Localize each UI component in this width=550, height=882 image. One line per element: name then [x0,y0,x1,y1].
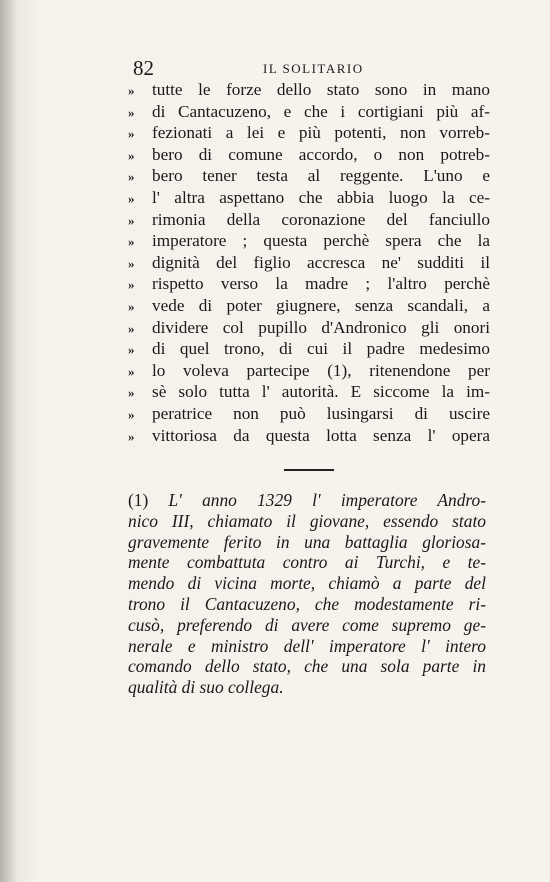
text-line [128,80,490,102]
quote-mark: » [128,277,135,293]
gutter-shadow [0,0,18,882]
quote-mark: » [128,212,135,228]
text-line [128,274,490,296]
text-line-content: rimonia della coronazione del fanciullo [152,209,490,229]
quote-mark: » [128,428,135,444]
footnote-line-text: L' anno 1329 l' imperatore Andro- [168,490,486,510]
text-line-content: fezionati a lei e più potenti, non vorreb- [152,123,490,143]
text-line [128,361,490,383]
footnote-line [128,490,486,511]
footnote-line [128,594,486,615]
quote-mark: » [128,406,135,422]
footnote-line-text: mente combattuta contro ai Turchi, e te- [128,552,486,573]
text-line [128,253,490,275]
page-number: 82 [133,56,154,80]
text-line [128,426,490,448]
footnote-marker: (1) [128,490,149,510]
quote-mark: » [128,255,135,271]
text-line-content: dignità del figlio accresca ne' sudditi il [152,252,490,272]
quote-mark: » [128,234,135,250]
quote-mark: » [128,169,135,185]
quote-mark: » [128,83,135,98]
text-line [128,188,490,210]
footnote-line-text: comando dello stato, che una sola parte in [128,656,486,677]
text-line-content: bero tener testa al reggente. L'uno e [152,166,490,186]
footnote-line-text: cusò, preferendo di avere come supremo ge- [128,614,486,635]
quote-mark: » [128,363,135,379]
text-line-content: di Cantacuzeno, e che i cortigiani più af- [152,101,490,121]
footnote-line [128,573,486,594]
footnote-line [128,532,486,553]
text-line [128,231,490,253]
footnote-line [128,636,486,657]
footnote-line-text: nico III, chiamato il giovane, essendo stato [128,510,486,531]
quote-mark: » [128,320,135,336]
quote-mark: » [128,385,135,401]
page-header [133,56,483,80]
text-line-content: rispetto verso la madre ; l'altro perchè [152,274,490,294]
footnote-line-text: mendo di vicina morte, chiamò a parte del [128,573,486,594]
text-line-content: vede di poter giugnere, senza scandali, a [152,295,490,315]
text-line-content: l' altra aspettano che abbia luogo la ce- [152,187,490,207]
quote-mark: » [128,147,135,163]
footnote-line [128,677,486,698]
quote-mark: » [128,190,135,206]
running-head: IL SOLITARIO [263,61,364,76]
text-line-content: di quel trono, di cui il padre medesimo [152,339,490,359]
text-line-content: bero di comune accordo, o non potreb- [152,144,490,164]
footnote-line-text: nerale e ministro dell' imperatore l' intero [128,635,486,656]
quote-mark: » [128,298,135,314]
text-line [128,102,490,124]
footnote-line-text: gravemente ferito in una battaglia gloriosa- [128,531,486,552]
text-line [128,404,490,426]
quote-mark: » [128,126,135,142]
text-line [128,318,490,340]
text-line [128,145,490,167]
text-line-content: tutte le forze dello stato sono in mano [152,80,490,99]
footnote-separator [284,469,334,471]
text-line [128,296,490,318]
quote-mark: » [128,342,135,358]
footnote-line [128,615,486,636]
footnote-line-text: qualità di suo collega. [128,677,284,698]
footnote-line [128,656,486,677]
text-line-content: dividere col pupillo d'Andronico gli onori [152,317,490,337]
quote-mark: » [128,104,135,120]
text-line [128,166,490,188]
text-line-content: vittoriosa da questa lotta senza l' opera [152,425,490,445]
text-line [128,382,490,404]
footnote-line [128,511,486,532]
text-line-content: imperatore ; questa perchè spera che la [152,231,490,251]
main-text [128,80,490,447]
text-line-content: sè solo tutta l' autorità. E siccome la im- [152,382,490,402]
footnote-line [128,552,486,573]
text-line [128,339,490,361]
text-line-content: peratrice non può lusingarsi di uscire [152,403,490,423]
text-line-content: lo voleva partecipe (1), ritenendone per [152,360,490,380]
text-line [128,210,490,232]
text-line [128,123,490,145]
footnote [128,490,486,698]
footnote-line-text: trono il Cantacuzeno, che modestamente ri- [128,593,486,614]
